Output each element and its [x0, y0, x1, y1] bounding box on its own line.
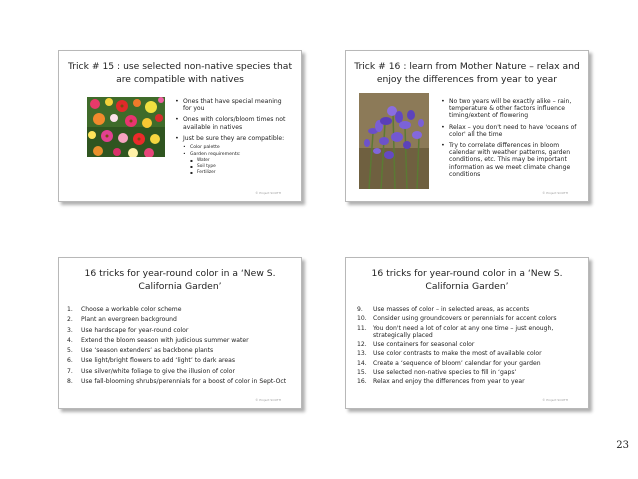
list-item	[357, 378, 583, 385]
item-number: 7.	[67, 367, 73, 375]
item-text: Plant an evergreen background	[81, 316, 177, 324]
slide-title: Trick # 15 : use selected non-native species that are compatible with natives	[67, 61, 293, 85]
item-text: Use selected non-native species to fill in ‘gaps’	[373, 369, 517, 377]
item-number: 15.	[357, 369, 367, 377]
sub-sub-bullet-item: ▪ Water	[190, 158, 289, 164]
zinnia-flowers-photo	[87, 97, 165, 157]
sub-bullet-item: • Color palette	[183, 145, 289, 152]
item-text: Use ‘season extenders’ as backbone plants	[81, 347, 214, 355]
slide-tricks-1-8	[58, 257, 302, 409]
list-item	[357, 341, 583, 348]
item-text: Choose a workable color scheme	[81, 306, 182, 313]
list-item	[67, 316, 295, 323]
list-item	[67, 368, 295, 375]
sub-sub-bullet-list	[190, 158, 289, 175]
item-number: 13.	[357, 350, 367, 358]
slide-title: 16 tricks for year-round color in a ‘New S. California Garden’	[371, 268, 563, 292]
numbered-list	[67, 306, 295, 388]
sub-sub-bullet-item: ▪ Soil type	[190, 164, 289, 170]
slide-trick-16	[345, 50, 589, 202]
bullet-item: • Relax – you don't need to have 'oceans of color' all the time	[441, 124, 583, 138]
item-number: 5.	[67, 347, 73, 355]
list-item	[357, 306, 583, 313]
bullet-list	[441, 98, 583, 182]
list-item	[357, 315, 583, 322]
item-number: 6.	[67, 357, 73, 365]
list-item	[67, 347, 295, 354]
slide-title: 16 tricks for year-round color in a ‘New S. California Garden’	[84, 268, 276, 292]
slide-trick-15	[58, 50, 302, 202]
item-text: Use fall-blooming shrubs/perennials for a boost of color in Sept-Oct	[81, 378, 287, 386]
item-text: Create a ‘sequence of bloom’ calendar for your garden	[373, 359, 541, 367]
item-number: 10.	[357, 315, 367, 323]
bullet-text: Just be sure they are compatible:	[183, 134, 285, 142]
slide-footer: © Project SOUTH	[542, 398, 568, 402]
item-text: Use silver/white foliage to give the illusion of color	[81, 367, 235, 375]
bullet-item: • Try to correlate differences in bloom calendar with weather patterns, garden conditions, etc. This may be important information as we meet climate change conditions	[441, 142, 583, 178]
item-text: Use masses of color – in selected areas, as accents	[373, 306, 530, 313]
page-number: 23	[616, 440, 629, 451]
item-text: Use light/bright flowers to add ‘light’ to dark areas	[81, 357, 236, 365]
list-item	[67, 327, 295, 334]
list-item	[67, 306, 295, 313]
list-item	[357, 360, 583, 367]
list-item	[357, 369, 583, 376]
item-number: 9.	[357, 306, 363, 313]
item-number: 4.	[67, 336, 73, 344]
bullet-item: • Ones with colors/bloom times not available in natives	[175, 116, 289, 130]
blue-wildflowers-photo	[359, 93, 429, 189]
list-item	[357, 325, 583, 340]
item-number: 14.	[357, 359, 367, 367]
sub-bullet-text: Garden requirements:	[190, 151, 241, 157]
list-item	[357, 350, 583, 357]
item-text: You don't need a lot of color at any one time – just enough, strategically placed	[373, 324, 554, 339]
slide-title: Trick # 16 : learn from Mother Nature – relax and enjoy the differences from year to year	[354, 61, 580, 85]
bullet-item	[175, 135, 289, 176]
slide-footer: © Project SOUTH	[255, 398, 281, 402]
slide-footer: © Project SOUTH	[255, 191, 281, 195]
item-number: 2.	[67, 316, 73, 324]
sub-bullet-list	[183, 145, 289, 176]
list-item	[67, 378, 295, 385]
item-text: Extend the bloom season with judicious summer water	[81, 336, 249, 344]
item-number: 12.	[357, 341, 367, 349]
item-text: Use containers for seasonal color	[373, 341, 475, 349]
item-text: Use color contrasts to make the most of available color	[373, 350, 542, 358]
item-number: 8.	[67, 378, 73, 386]
item-number: 3.	[67, 326, 73, 334]
item-number: 11.	[357, 324, 367, 332]
bullet-list	[175, 98, 289, 180]
item-number: 16.	[357, 378, 367, 386]
item-text: Relax and enjoy the differences from year to year	[373, 378, 525, 386]
numbered-list	[357, 306, 583, 388]
list-item	[67, 337, 295, 344]
item-text: Consider using groundcovers or perennials for accent colors	[373, 315, 557, 323]
sub-sub-bullet-item: ▪ Fertilizer	[190, 170, 289, 176]
slide-tricks-9-16	[345, 257, 589, 409]
slide-footer: © Project SOUTH	[542, 191, 568, 195]
sub-bullet-item	[183, 152, 289, 176]
item-text: Use hardscape for year-round color	[81, 326, 189, 334]
bullet-item: • No two years will be exactly alike – rain, temperature & other factors influence timing/extent of flowering	[441, 98, 583, 120]
item-number: 1.	[67, 306, 73, 313]
bullet-item: • Ones that have special meaning for you	[175, 98, 289, 112]
list-item	[67, 357, 295, 364]
